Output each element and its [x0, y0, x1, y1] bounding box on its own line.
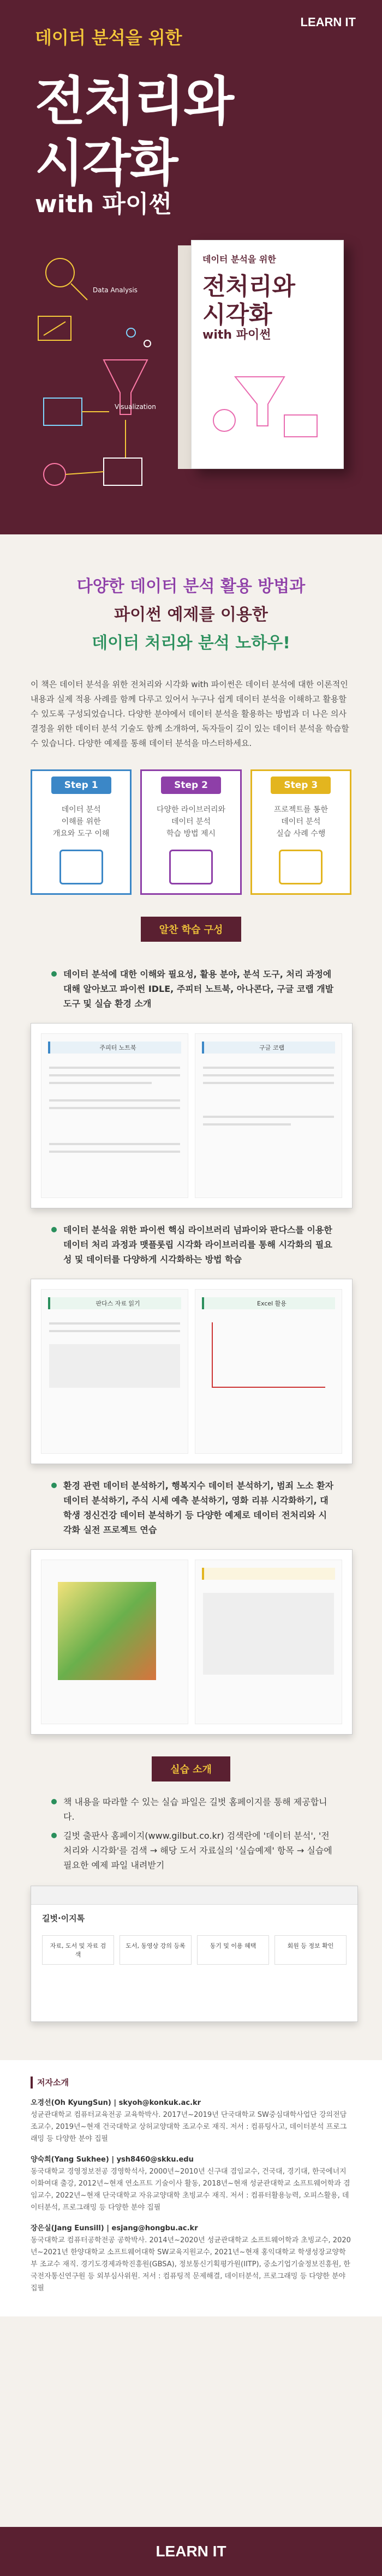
step-text-line: 데이터 분석	[61, 805, 101, 814]
step-text-line: 데이터 분석	[281, 817, 321, 826]
author-2-bio: 동국대학교 경영정보전공 경영학석사, 2000년~2010년 신구대 겸임교수, 건국대, 경기대, 한국에너지 이화여대 출강, 2012년~현재 연소프트 기술이사 활동, 2018년~현재 성균관대학교 소프트웨어학과 겸임교수, 2022년~현재 단국대학교 자유교양대학 초빙교수 재직. 저서 : 컴퓨터활용능력, 오피스활용, 데이터분석, 프로그래밍 등 다양한 분야 집필	[31, 2168, 350, 2212]
composition-bullet-3: 환경 관련 데이터 분석하기, 행복지수 데이터 분석하기, 범죄 노소 환자 데이터 분석하기, 주식 시세 예측 분석하기, 영화 리뷰 시각화하기, 대학생 정신건강 데이터 분석하기 등 다양한 예제로 데이터 전처리와 시각화 실전 프로젝트 연습	[31, 1478, 351, 1537]
site-tabs	[42, 1935, 347, 1965]
step-card-3	[250, 769, 351, 895]
text-line	[203, 1074, 334, 1076]
text-line	[49, 1074, 180, 1076]
heatmap-thumbnail	[58, 1582, 156, 1680]
step-card-2	[140, 769, 241, 895]
author-3-bio: 동국대학교 컴퓨터공학전공 공학박사. 2014년~2020년 성균관대학교 소프트웨어학과 초빙교수, 2020년~2021년 한양대학교 소프트웨어대학 SW교육지원교수, 2021년~현재 홍익대학교 학생성장교양학부 조교수 재직. 경기도경제과학진흥원(GBSA), 정보통신기획평가원(IITP), 중소기업기술정보진흥원, 한국전자통신연구원 등 외부심사위원. 저서 : 컴퓨팅적 문제해결, 데이터분석, 프로그래밍 등 다양한 분야 집필	[31, 2236, 351, 2292]
composition-tag: 알찬 학습 구성	[141, 917, 242, 942]
text-line	[49, 1151, 180, 1153]
hero-title-line1: 전처리와	[35, 71, 233, 132]
sample-page	[195, 1289, 342, 1454]
book-cover	[191, 240, 344, 469]
sample-spread-1	[31, 1023, 353, 1208]
book-title1: 전처리와	[202, 273, 296, 300]
browser-toolbar	[31, 1886, 357, 1905]
text-line	[49, 1082, 152, 1084]
step-text-line: 프로젝트를 통한	[273, 805, 328, 814]
sample-page	[195, 1560, 342, 1724]
brand-logo: LEARN IT	[300, 15, 356, 29]
step-text-line: 개요와 도구 이해	[52, 829, 110, 838]
code-block	[49, 1344, 180, 1388]
chart-thumbnail	[212, 1322, 325, 1388]
author-1-name: 오경선(Oh KyungSun) | skyoh@konkuk.ac.kr	[31, 2099, 201, 2107]
table-thumbnail	[203, 1593, 334, 1675]
step-label: Step 1	[51, 777, 111, 794]
deco-label-data: Data Analysis	[93, 286, 138, 294]
step-text-line: 다양한 라이브러리와	[156, 805, 226, 814]
text-line	[49, 1322, 180, 1325]
chart-icon	[169, 850, 213, 884]
author-2-name: 양숙희(Yang Sukhee) | ysh8460@skku.edu	[31, 2156, 194, 2164]
steps-row	[31, 769, 351, 895]
page-chapter-label: 주피터 노트북	[99, 1044, 136, 1051]
site-tab: 자료, 도서 및 자료 검색	[42, 1935, 114, 1965]
sample-spread-3	[31, 1549, 353, 1735]
headline-2: 파이썬 예제를 이용한	[114, 605, 268, 624]
authors-section	[0, 2060, 382, 2316]
book-subtitle: 데이터 분석을 위한	[202, 254, 276, 264]
headline-1: 다양한 데이터 분석 활용 방법과	[76, 577, 306, 596]
text-line	[49, 1330, 180, 1332]
step-card-1	[31, 769, 132, 895]
page-chapter-label: 구글 코랩	[259, 1044, 284, 1051]
author-3-name: 장은실(Jang Eunsill) | esjang@hongbu.ac.kr	[31, 2224, 198, 2232]
step-text-line: 실습 사례 수행	[276, 829, 326, 838]
hero-title-line3: with 파이썬	[35, 190, 172, 218]
step-text-line: 학습 방법 제시	[166, 829, 216, 838]
site-tab: 동기 및 이용 혜택	[197, 1935, 269, 1965]
page-chapter-bar	[202, 1568, 335, 1580]
book-icon	[279, 850, 323, 884]
text-line	[49, 1143, 180, 1145]
page-chapter-bar	[48, 1297, 181, 1309]
sample-page	[41, 1289, 188, 1454]
text-line	[49, 1107, 180, 1109]
hero-title-line2: 시각화	[35, 134, 177, 192]
page-chapter-label: Excel 활용	[257, 1300, 286, 1307]
page-chapter-bar	[202, 1297, 335, 1309]
sample-spread-2	[31, 1279, 353, 1464]
hero-subtitle: 데이터 분석을 위한	[35, 27, 182, 48]
text-line	[203, 1116, 334, 1118]
text-line	[203, 1123, 291, 1126]
page-chapter-bar	[202, 1042, 335, 1054]
page-chapter-label: 판다스 자료 읽기	[96, 1300, 140, 1307]
sample-page	[41, 1560, 188, 1724]
step-label: Step 2	[161, 777, 221, 794]
step-text-line: 데이터 분석	[171, 817, 211, 826]
text-line	[203, 1082, 334, 1084]
intro-section	[0, 534, 382, 2038]
composition-bullet-2: 데이터 분석을 위한 파이썬 핵심 라이브러리 넘파이와 판다스를 이용한 데이터 처리 과정과 맷플롯립 시각화 라이브러리를 통해 시각화의 필요성 및 데이터를 다양하게 시각화하는 방법 학습	[31, 1223, 351, 1267]
step-text-line: 이해를 위한	[61, 817, 101, 826]
sample-page	[195, 1033, 342, 1198]
deco-label-visual: Visualization	[115, 403, 156, 411]
author-1-bio: 성균관대학교 컴퓨터교육전공 교육학박사. 2017년~2019년 단국대학교 SW중심대학사업단 강의전담 조교수, 2019년~현재 건국대학교 상허교양대학 조교수로 재직. 저서 : 컴퓨팅사고, 데이터분석 프로그래밍 등 다양한 분야 집필	[31, 2111, 347, 2143]
document-icon	[59, 850, 103, 884]
website-screenshot	[31, 1886, 358, 2022]
book-cover-art	[202, 355, 333, 459]
footer-brand: LEARN IT	[0, 2527, 382, 2576]
book-title2: 시각화	[202, 301, 272, 329]
book-spine	[178, 245, 192, 469]
practice-bullet-2: 길벗 출판사 홈페이지(www.gilbut.co.kr) 검색란에 '데이터 분석', '전처리와 시각화'를 검색 → 해당 도서 자료실의 '실습예제' 항목 → 실습에 필요한 예제 파일 내려받기	[31, 1828, 351, 1873]
headline-3: 데이터 처리와 분석 노하우!	[92, 634, 290, 653]
step-label: Step 3	[271, 777, 331, 794]
book-title3: with 파이썬	[202, 328, 271, 342]
practice-tag: 실습 소개	[152, 1756, 230, 1781]
site-tab: 도서, 동영상 강의 등록	[120, 1935, 192, 1965]
text-line	[203, 1067, 334, 1069]
composition-bullet-1: 데이터 분석에 대한 이해와 필요성, 활용 분야, 분석 도구, 처리 과정에 대해 알아보고 파이썬 IDLE, 주피터 노트북, 아나콘다, 구글 코랩 개발 도구 및 실습 환경 소개	[31, 967, 351, 1011]
page-chapter-bar	[48, 1042, 181, 1054]
hero-banner	[0, 0, 382, 534]
authors-heading: 저자소개	[31, 2077, 351, 2089]
data-analysis-illustration	[22, 240, 180, 523]
text-line	[49, 1099, 180, 1102]
site-tab: 회원 등 정보 확인	[274, 1935, 347, 1965]
practice-bullet-1: 책 내용을 따라할 수 있는 실습 파일은 길벗 홈페이지를 통해 제공합니다.	[31, 1795, 351, 1824]
intro-paragraph: 이 책은 데이터 분석을 위한 전처리와 시각화 with 파이썬은 데이터 분석에 대한 이론적인 내용과 실제 적용 사례를 함께 다루고 있어서 누구나 쉽게 데이터 분석을 이해하고 활용할 수 있도록 구성되었습니다. 다양한 분야에서 데이터 분석을 활용하는 방법과 더 나은 의사 결정을 위한 데이터 분석 기술도 함께 소개하여, 독자들이 깊이 있는 데이터 분석을 학습할 수 있습니다. 다양한 예제를 통해 데이터 분석을 마스터하세요.	[31, 679, 349, 748]
text-line	[49, 1067, 180, 1069]
site-logo: 길벗·이지톡	[42, 1913, 85, 1923]
sample-page	[41, 1033, 188, 1198]
